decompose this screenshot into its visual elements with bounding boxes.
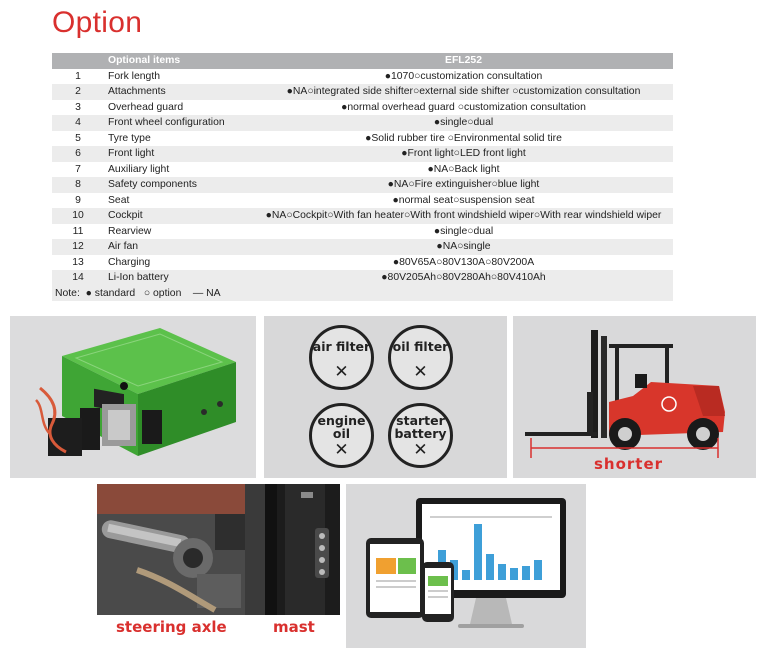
badge-label-line: engine — [317, 413, 366, 428]
row-number: 5 — [52, 131, 104, 147]
battery-pack-image — [10, 316, 256, 478]
badge-label — [391, 414, 450, 440]
mast-illustration — [245, 484, 340, 615]
table-row — [52, 162, 673, 178]
table-row — [52, 131, 673, 147]
oil-filter-badge — [388, 325, 453, 390]
cross-icon: ✕ — [334, 440, 349, 460]
engine-oil-badge — [309, 403, 374, 468]
air-filter-badge — [309, 325, 374, 390]
steering-axle-image — [97, 484, 245, 615]
row-number: 4 — [52, 115, 104, 131]
row-number: 11 — [52, 224, 104, 240]
row-number: 9 — [52, 193, 104, 209]
row-item: Attachments — [104, 84, 254, 100]
row-item: Safety components — [104, 177, 254, 193]
table-row — [52, 69, 673, 85]
maintenance-free-panel — [264, 316, 507, 478]
row-number: 14 — [52, 270, 104, 286]
row-number: 12 — [52, 239, 104, 255]
row-value: ●NA○integrated side shifter○external side shifter ○customization consultation — [254, 84, 673, 100]
row-item: Tyre type — [104, 131, 254, 147]
table-row — [52, 224, 673, 240]
row-item: Seat — [104, 193, 254, 209]
row-value: ●80V65A○80V130A○80V200A — [254, 255, 673, 271]
table-row — [52, 146, 673, 162]
table-row — [52, 255, 673, 271]
row-item: Overhead guard — [104, 100, 254, 116]
battery-pack-illustration — [10, 316, 256, 478]
row-number: 7 — [52, 162, 104, 178]
table-row — [52, 100, 673, 116]
row-item: Li-Ion battery — [104, 270, 254, 286]
row-number: 2 — [52, 84, 104, 100]
steering-axle-illustration — [97, 484, 245, 615]
row-item: Air fan — [104, 239, 254, 255]
row-number: 1 — [52, 69, 104, 85]
row-item: Charging — [104, 255, 254, 271]
table-row — [52, 84, 673, 100]
row-value: ●normal overhead guard ○customization consultation — [254, 100, 673, 116]
table-row — [52, 239, 673, 255]
row-number: 8 — [52, 177, 104, 193]
row-item: Cockpit — [104, 208, 254, 224]
row-value: ●80V205Ah○80V280Ah○80V410Ah — [254, 270, 673, 286]
options-table — [52, 53, 673, 301]
cross-icon: ✕ — [413, 440, 428, 460]
row-item: Auxiliary light — [104, 162, 254, 178]
mast-caption: mast — [273, 618, 315, 636]
row-number: 3 — [52, 100, 104, 116]
badge-label: air filter — [312, 339, 371, 354]
shorter-caption: shorter — [594, 455, 664, 473]
table-row — [52, 270, 673, 286]
row-item: Fork length — [104, 69, 254, 85]
cross-icon: ✕ — [413, 362, 428, 382]
badge-label-line: oil — [332, 426, 351, 441]
telematics-devices-image — [346, 484, 586, 648]
mast-image — [245, 484, 340, 615]
table-row — [52, 115, 673, 131]
row-value: ●NA○single — [254, 239, 673, 255]
row-value: ●Solid rubber tire ○Environmental solid tire — [254, 131, 673, 147]
table-header-model: EFL252 — [254, 53, 673, 69]
row-value: ●single○dual — [254, 115, 673, 131]
table-row — [52, 177, 673, 193]
badge-label: oil filter — [392, 339, 449, 354]
cross-icon: ✕ — [334, 362, 349, 382]
badge-label — [312, 414, 371, 440]
legend-note — [52, 286, 673, 302]
options-table-body — [52, 69, 673, 302]
row-item: Rearview — [104, 224, 254, 240]
row-value: ●1070○customization consultation — [254, 69, 673, 85]
row-item: Front light — [104, 146, 254, 162]
row-value: ●NA○Fire extinguisher○blue light — [254, 177, 673, 193]
badge-label-line: battery — [394, 426, 447, 441]
row-value: ●NA○Back light — [254, 162, 673, 178]
row-value: ●Front light○LED front light — [254, 146, 673, 162]
page-title: Option — [52, 6, 143, 39]
badge-label-line: starter — [396, 413, 445, 428]
table-note-row — [52, 286, 673, 302]
table-row — [52, 208, 673, 224]
steering-axle-caption: steering axle — [116, 618, 227, 636]
table-header-row — [52, 53, 673, 69]
row-item: Front wheel configuration — [104, 115, 254, 131]
starter-battery-badge — [388, 403, 453, 468]
table-header-number — [52, 53, 104, 69]
row-number: 6 — [52, 146, 104, 162]
legend-note-text: Note: ● standard ○ option — NA — [55, 287, 221, 299]
row-number: 10 — [52, 208, 104, 224]
row-value: ●normal seat○suspension seat — [254, 193, 673, 209]
devices-illustration — [346, 484, 586, 648]
forklift-illustration — [513, 316, 756, 478]
row-value: ●NA○Cockpit○With fan heater○With front windshield wiper○With rear windshield wiper — [254, 208, 673, 224]
table-row — [52, 193, 673, 209]
row-value: ●single○dual — [254, 224, 673, 240]
row-number: 13 — [52, 255, 104, 271]
forklift-image — [513, 316, 756, 478]
table-header-item: Optional items — [104, 53, 254, 69]
